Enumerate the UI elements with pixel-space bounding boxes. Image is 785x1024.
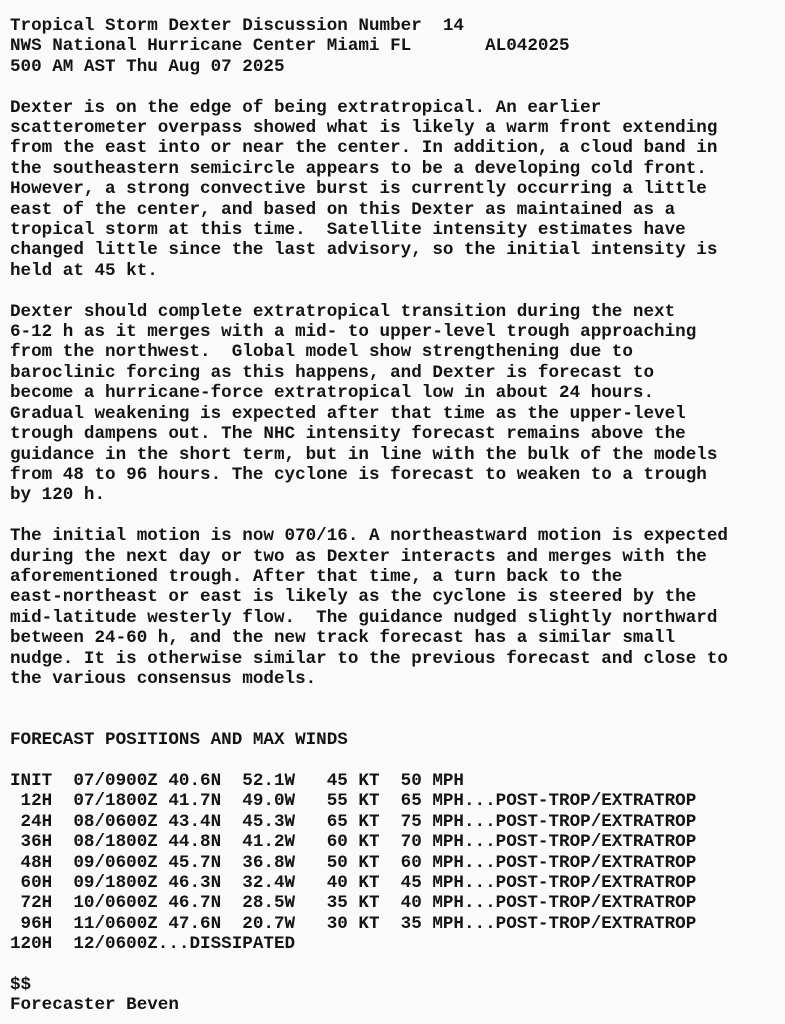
text-line: from the east into or near the center. In addition, a cloud band in (10, 138, 718, 159)
text-line: guidance in the short term, but in line with the bulk of the models (10, 444, 718, 465)
text-line: trough dampens out. The NHC intensity forecast remains above the (10, 424, 686, 445)
text-line: Dexter is on the edge of being extratropical. An earlier (10, 97, 602, 118)
forecast-row: 120H 12/0600Z...DISSIPATED (10, 934, 296, 955)
text-line: east of the center, and based on this Dexter as maintained as a (10, 199, 676, 220)
discussion-paragraph (10, 526, 775, 689)
forecast-row: 72H 10/0600Z 46.7N 28.5W 35 KT 40 MPH...POST-TROP/EXTRATROP (10, 893, 697, 914)
forecast-row: 36H 08/1800Z 44.8N 41.2W 60 KT 70 MPH...POST-TROP/EXTRATROP (10, 832, 697, 853)
forecast-row: 96H 11/0600Z 47.6N 20.7W 30 KT 35 MPH...POST-TROP/EXTRATROP (10, 913, 697, 934)
text-line: the southeastern semicircle appears to be a developing cold front. (10, 158, 707, 179)
text-line: from the northwest. Global model show strengthening due to (10, 342, 633, 363)
text-line: changed little since the last advisory, so the initial intensity is (10, 240, 718, 261)
text-line: The initial motion is now 070/16. A northeastward motion is expected (10, 526, 728, 547)
text-line: Gradual weakening is expected after that time as the upper-level (10, 403, 686, 424)
text-line: between 24-60 h, and the new track forecast has a similar small (10, 628, 676, 649)
text-line: become a hurricane-force extratropical low in about 24 hours. (10, 383, 655, 404)
text-line: east-northeast or east is likely as the cyclone is steered by the (10, 587, 697, 608)
forecast-row: INIT 07/0900Z 40.6N 52.1W 45 KT 50 MPH (10, 770, 464, 791)
text-line: Dexter should complete extratropical transition during the next (10, 301, 676, 322)
text-line: 6-12 h as it merges with a mid- to upper-level trough approaching (10, 322, 697, 343)
discussion-paragraph (10, 302, 775, 506)
product-title: Tropical Storm Dexter Discussion Number 14 (10, 16, 464, 36)
text-line: during the next day or two as Dexter interacts and merges with the (10, 546, 707, 567)
issue-datetime: 500 AM AST Thu Aug 07 2025 (10, 56, 285, 77)
text-line: However, a strong convective burst is currently occurring a little (10, 179, 707, 200)
text-line: the various consensus models. (10, 668, 317, 689)
text-line: scatterometer overpass showed what is likely a warm front extending (10, 118, 718, 139)
text-line: mid-latitude westerly flow. The guidance nudged slightly northward (10, 607, 718, 628)
forecast-table (10, 771, 775, 955)
forecast-heading-block (10, 730, 775, 750)
end-marker: $$ (10, 975, 32, 995)
forecast-row: 12H 07/1800Z 41.7N 49.0W 55 KT 65 MPH...POST-TROP/EXTRATROP (10, 791, 697, 812)
text-line: baroclinic forcing as this happens, and Dexter is forecast to (10, 362, 655, 383)
forecaster-signature: Forecaster Beven (10, 995, 179, 1016)
text-line: tropical storm at this time. Satellite intensity estimates have (10, 220, 686, 241)
header-block (10, 16, 775, 77)
issuing-office: NWS National Hurricane Center Miami FL AL042025 (10, 36, 570, 57)
text-line: held at 45 kt. (10, 260, 158, 281)
forecast-heading: FORECAST POSITIONS AND MAX WINDS (10, 730, 348, 751)
discussion-section (10, 98, 775, 690)
text-line: from 48 to 96 hours. The cyclone is forecast to weaken to a trough (10, 464, 707, 485)
forecast-row: 48H 09/0600Z 45.7N 36.8W 50 KT 60 MPH...POST-TROP/EXTRATROP (10, 852, 697, 873)
forecast-row: 60H 09/1800Z 46.3N 32.4W 40 KT 45 MPH...POST-TROP/EXTRATROP (10, 872, 697, 893)
text-line: aforementioned trough. After that time, a turn back to the (10, 566, 623, 587)
discussion-paragraph (10, 98, 775, 282)
footer-block (10, 975, 775, 1016)
forecast-row: 24H 08/0600Z 43.4N 45.3W 65 KT 75 MPH...POST-TROP/EXTRATROP (10, 811, 697, 832)
text-line: by 120 h. (10, 485, 106, 506)
text-line: nudge. It is otherwise similar to the previous forecast and close to (10, 648, 728, 669)
